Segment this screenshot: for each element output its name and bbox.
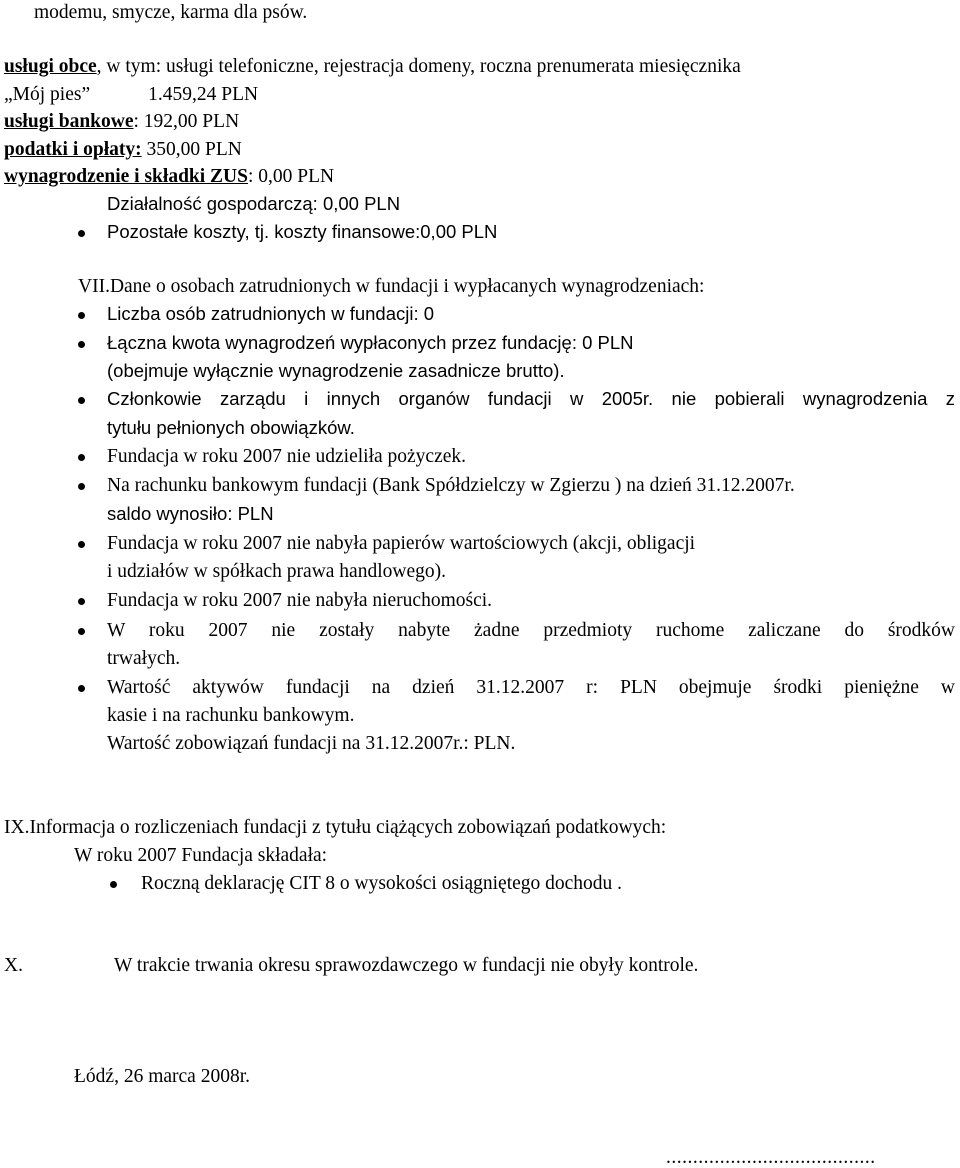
section-7-item-loans: Fundacja w roku 2007 nie udzieliła pożyczek. xyxy=(107,446,467,467)
cost-line-uslugi-obce xyxy=(4,57,741,77)
cost-value-wynagrodzenie: : 0,00 PLN xyxy=(248,166,335,187)
bullet-icon xyxy=(78,230,85,237)
section-9-heading: IX.Informacja o rozliczeniach fundacji z tytułu ciążących zobowiązań podatkowych: xyxy=(4,817,667,838)
section-7-item-fixed-assets: W roku 2007 nie zostały nabyte żadne przedmioty ruchome zaliczane do środków xyxy=(107,620,955,641)
bullet-icon xyxy=(78,541,85,548)
cost-label-uslugi-obce: usługi obce xyxy=(4,56,97,77)
cost-value-uslugi-bankowe: : 192,00 PLN xyxy=(133,111,240,132)
bullet-icon xyxy=(78,341,85,348)
cost-label-podatki: podatki i opłaty: xyxy=(4,139,142,160)
cost-label-wynagrodzenie: wynagrodzenie i składki ZUS xyxy=(4,166,248,187)
section-10-number: X. xyxy=(4,955,23,976)
section-7-item-securities-cont: i udziałów w spółkach prawa handlowego). xyxy=(107,561,446,582)
section-7-item-liabilities: Wartość zobowiązań fundacji na 31.12.2007r.: PLN. xyxy=(107,733,516,754)
bullet-icon xyxy=(78,483,85,490)
section-7-item-board-cont: tytułu pełnionych obowiązków. xyxy=(107,417,355,438)
section-7-item-fixed-assets-cont: trwałych. xyxy=(107,648,181,669)
section-7-item-assets: Wartość aktywów fundacji na dzień 31.12.2007 r: PLN obejmuje środki pieniężne w xyxy=(107,677,955,698)
cost-value-uslugi-obce: 1.459,24 PLN xyxy=(148,84,259,105)
section-9-line: W roku 2007 Fundacja składała: xyxy=(74,845,328,866)
section-7-item-bank: Na rachunku bankowym fundacji (Bank Spółdzielczy w Zgierzu ) na dzień 31.12.2007r. xyxy=(107,475,795,496)
section-7-item-real-estate: Fundacja w roku 2007 nie nabyła nieruchomości. xyxy=(107,590,493,611)
section-7-item-salaries: Łączna kwota wynagrodzeń wypłaconych przez fundację: 0 PLN xyxy=(107,332,634,353)
section-7-item-assets-cont: kasie i na rachunku bankowym. xyxy=(107,705,355,726)
magazine-name: „Mój pies” xyxy=(4,84,91,105)
signature-line: ....................................... xyxy=(666,1147,876,1168)
cost-line-wynagrodzenie xyxy=(4,167,334,187)
cost-value-podatki: 350,00 PLN xyxy=(141,139,242,160)
section-7-item-bank-cont: saldo wynosiło: PLN xyxy=(107,503,274,524)
section-7-item-employees: Liczba osób zatrudnionych w fundacji: 0 xyxy=(107,303,435,324)
cost-text-uslugi-obce: , w tym: usługi telefoniczne, rejestracja domeny, roczna prenumerata miesięcznika xyxy=(96,56,741,77)
section-7-item-securities: Fundacja w roku 2007 nie nabyła papierów wartościowych (akcji, obligacji xyxy=(107,533,696,554)
cost-line-podatki xyxy=(4,140,242,160)
bullet-icon xyxy=(78,628,85,635)
continuation-line: modemu, smycze, karma dla psów. xyxy=(34,2,308,23)
bullet-icon xyxy=(110,881,117,888)
cost-line-dzialalnosc: Działalność gospodarczą: 0,00 PLN xyxy=(107,193,401,214)
bullet-icon xyxy=(78,598,85,605)
bullet-icon xyxy=(78,685,85,692)
section-7-heading: VII.Dane o osobach zatrudnionych w fundacji i wypłacanych wynagrodzeniach: xyxy=(78,276,705,297)
bullet-icon xyxy=(78,454,85,461)
cost-label-uslugi-bankowe: usługi bankowe xyxy=(4,111,134,132)
section-10-text: W trakcie trwania okresu sprawozdawczego w fundacji nie obyły kontrole. xyxy=(114,955,699,976)
cost-line-uslugi-bankowe xyxy=(4,112,239,132)
bullet-icon xyxy=(78,397,85,404)
section-7-item-board: Członkowie zarządu i innych organów fundacji w 2005r. nie pobierali wynagrodzenia z xyxy=(107,388,955,409)
bullet-icon xyxy=(78,312,85,319)
cost-line-pozostale: Pozostałe koszty, tj. koszty finansowe:0,00 PLN xyxy=(107,221,498,242)
section-9-item-cit: Roczną deklarację CIT 8 o wysokości osiągniętego dochodu . xyxy=(141,873,623,894)
cost-line-uslugi-obce-cont xyxy=(4,85,258,105)
section-7-item-salaries-cont: (obejmuje wyłącznie wynagrodzenie zasadnicze brutto). xyxy=(107,360,565,381)
place-and-date: Łódź, 26 marca 2008r. xyxy=(74,1066,250,1087)
